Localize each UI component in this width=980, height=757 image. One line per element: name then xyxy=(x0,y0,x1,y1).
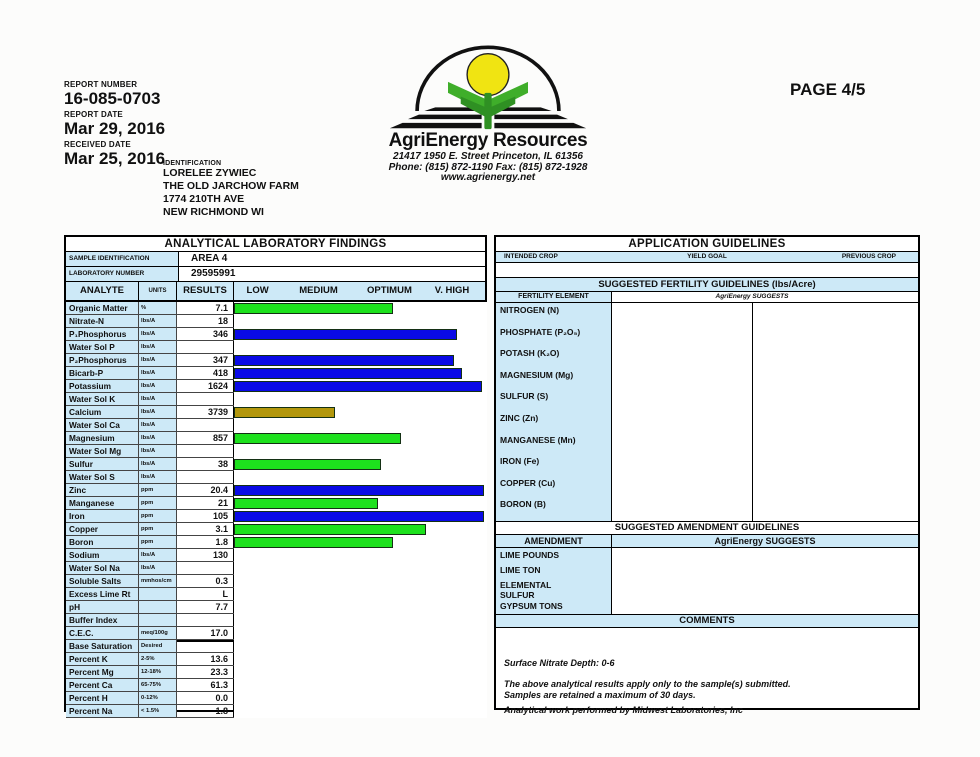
range-label-low: LOW xyxy=(246,285,269,296)
units-cell: lbs/A xyxy=(139,367,177,379)
result-bar-blue xyxy=(234,368,462,379)
result-bar-green xyxy=(234,537,393,548)
identification-lines xyxy=(163,167,299,219)
comment-line: Samples are retained a maximum of 30 days. xyxy=(504,690,696,700)
amendment-item: LIME TON xyxy=(500,565,541,575)
guidelines-title: APPLICATION GUIDELINES xyxy=(496,237,918,252)
sample-identification-label: SAMPLE IDENTIFICATION xyxy=(66,252,179,266)
received-date-label: RECEIVED DATE xyxy=(64,140,131,149)
range-label-vhigh: V. HIGH xyxy=(434,285,470,296)
result-cell: 347 xyxy=(177,354,234,366)
amendment-label: AMENDMENT xyxy=(496,535,612,547)
result-bar-blue xyxy=(234,511,484,522)
units-cell: % xyxy=(139,302,177,314)
finding-row xyxy=(66,484,234,497)
fertility-body xyxy=(496,303,918,522)
analyte-cell: Boron xyxy=(66,536,139,548)
range-header xyxy=(234,282,485,300)
finding-row xyxy=(66,562,234,575)
analyte-cell: C.E.C. xyxy=(66,627,139,639)
units-cell: meq/100g xyxy=(139,627,177,639)
units-cell xyxy=(139,601,177,613)
company-header xyxy=(368,40,608,184)
amendment-guidelines-title: SUGGESTED AMENDMENT GUIDELINES xyxy=(496,522,918,535)
fertility-element-item: ZINC (Zn) xyxy=(500,412,539,423)
fertility-element-label: FERTILITY ELEMENT xyxy=(496,292,612,302)
result-bar-blue xyxy=(234,381,482,392)
result-cell: 0.0 xyxy=(177,692,234,704)
company-website: www.agrienergy.net xyxy=(440,172,536,183)
analyte-cell: P₁Phosphorus xyxy=(66,328,139,340)
analyte-cell: Percent Ca xyxy=(66,679,139,691)
page-number: PAGE 4/5 xyxy=(790,80,866,99)
previous-crop-label: PREVIOUS CROP xyxy=(841,253,896,260)
crop-values-row xyxy=(496,263,918,278)
amendment-item: LIME POUNDS xyxy=(500,550,560,560)
result-cell: 1.8 xyxy=(177,536,234,548)
result-cell: 3.1 xyxy=(177,523,234,535)
analyte-cell: Water Sol P xyxy=(66,341,139,353)
result-cell: 13.6 xyxy=(177,653,234,665)
units-cell: lbs/A xyxy=(139,458,177,470)
findings-bar-chart xyxy=(234,302,487,718)
units-cell: ppm xyxy=(139,497,177,509)
analyte-cell: Copper xyxy=(66,523,139,535)
identification-line: THE OLD JARCHOW FARM xyxy=(163,180,299,192)
units-cell: lbs/A xyxy=(139,341,177,353)
application-guidelines-table xyxy=(494,235,920,715)
finding-row xyxy=(66,354,234,367)
units-cell: lbs/A xyxy=(139,380,177,392)
result-cell: 23.3 xyxy=(177,666,234,678)
result-cell: 1.8 xyxy=(177,705,234,717)
laboratory-number-row xyxy=(66,267,485,282)
finding-row xyxy=(66,432,234,445)
identification-line: LORELEE ZYWIEC xyxy=(163,167,257,179)
result-bar-green xyxy=(234,433,401,444)
report-meta-block xyxy=(64,80,165,170)
finding-row xyxy=(66,367,234,380)
analyte-cell: Bicarb-P xyxy=(66,367,139,379)
amendment-suggests-label: AgriEnergy SUGGESTS xyxy=(714,536,816,546)
report-date-label: REPORT DATE xyxy=(64,110,123,119)
fertility-element-item: BORON (B) xyxy=(500,499,546,510)
report-date-value: Mar 29, 2016 xyxy=(64,119,166,138)
result-cell: 17.0 xyxy=(177,627,234,639)
company-name: AgriEnergy Resources xyxy=(388,130,588,151)
units-cell: 0-12% xyxy=(139,692,177,704)
amendments-column xyxy=(496,548,612,614)
analyte-cell: Iron xyxy=(66,510,139,522)
finding-row xyxy=(66,666,234,679)
result-bar-gold xyxy=(234,407,335,418)
fertility-element-item: PHOSPHATE (P₂O₅) xyxy=(500,326,581,337)
fertility-column-divider xyxy=(752,303,753,521)
analyte-cell: Buffer Index xyxy=(66,614,139,626)
agrienergy-logo xyxy=(388,40,588,132)
fertility-element-item: POTASH (K₂O) xyxy=(500,348,560,359)
finding-row xyxy=(66,302,234,315)
analyte-cell: Percent K xyxy=(66,653,139,665)
result-cell: 346 xyxy=(177,328,234,340)
company-phone-fax: Phone: (815) 872-1190 Fax: (815) 872-1928 xyxy=(388,161,588,173)
analyte-cell: Water Sol Mg xyxy=(66,445,139,457)
laboratory-number-label: LABORATORY NUMBER xyxy=(66,267,179,281)
finding-row xyxy=(66,679,234,692)
column-header-analyte: ANALYTE xyxy=(66,282,139,300)
analyte-cell: Organic Matter xyxy=(66,302,139,314)
finding-row xyxy=(66,614,234,627)
findings-header-row xyxy=(66,282,485,302)
finding-row xyxy=(66,523,234,536)
result-bar-green xyxy=(234,303,393,314)
yield-goal-label: YIELD GOAL xyxy=(687,253,727,260)
comment-line: The above analytical results apply only to the sample(s) submitted. xyxy=(504,679,791,689)
amendment-item: GYPSUM TONS xyxy=(500,601,563,611)
findings-body xyxy=(66,302,485,718)
finding-row xyxy=(66,510,234,523)
comments-title: COMMENTS xyxy=(496,615,918,628)
analytical-findings-table xyxy=(64,235,487,716)
fertility-guidelines-title: SUGGESTED FERTILITY GUIDELINES (lbs/Acre) xyxy=(496,278,918,292)
fertility-elements-column xyxy=(496,303,612,521)
fertility-suggests-label: AgriEnergy SUGGESTS xyxy=(715,293,789,300)
finding-row xyxy=(66,575,234,588)
analyte-cell: Calcium xyxy=(66,406,139,418)
finding-row xyxy=(66,705,234,718)
finding-row xyxy=(66,640,234,653)
finding-row xyxy=(66,497,234,510)
analyte-cell: P₂Phosphorus xyxy=(66,354,139,366)
result-cell xyxy=(177,341,234,353)
amendment-header-row xyxy=(496,535,918,548)
finding-row xyxy=(66,627,234,640)
analyte-cell: Soluble Salts xyxy=(66,575,139,587)
identification-label: IDENTIFICATION xyxy=(163,160,222,167)
finding-row xyxy=(66,328,234,341)
result-bar-blue xyxy=(234,329,457,340)
analyte-cell: Potassium xyxy=(66,380,139,392)
finding-row xyxy=(66,341,234,354)
fertility-element-item: SULFUR (S) xyxy=(500,391,549,402)
units-cell: ppm xyxy=(139,523,177,535)
identification-line: 1774 210TH AVE xyxy=(163,193,245,205)
result-cell: 61.3 xyxy=(177,679,234,691)
result-bar-green xyxy=(234,524,426,535)
result-cell xyxy=(177,562,234,574)
fertility-element-item: MAGNESIUM (Mg) xyxy=(500,369,574,380)
units-cell: ppm xyxy=(139,510,177,522)
result-cell: 1624 xyxy=(177,380,234,392)
finding-row xyxy=(66,458,234,471)
finding-row xyxy=(66,380,234,393)
finding-row xyxy=(66,536,234,549)
units-cell: lbs/A xyxy=(139,315,177,327)
result-bar-blue xyxy=(234,355,454,366)
amendment-item: ELEMENTAL SULFUR xyxy=(500,580,552,600)
finding-row xyxy=(66,419,234,432)
analyte-cell: Sodium xyxy=(66,549,139,561)
units-cell: lbs/A xyxy=(139,549,177,561)
fertility-header-row xyxy=(496,292,918,303)
units-cell: 2-5% xyxy=(139,653,177,665)
analyte-cell: Base Saturation xyxy=(66,640,139,652)
fertility-element-item: IRON (Fe) xyxy=(500,456,540,467)
units-cell: lbs/A xyxy=(139,562,177,574)
sample-identification-row xyxy=(66,252,485,267)
result-cell: 857 xyxy=(177,432,234,444)
fertility-element-item: MANGANESE (Mn) xyxy=(500,434,576,445)
units-cell: 12-18% xyxy=(139,666,177,678)
units-cell xyxy=(139,614,177,626)
analyte-cell: Water Sol Na xyxy=(66,562,139,574)
result-cell xyxy=(177,614,234,626)
finding-row xyxy=(66,653,234,666)
result-cell: 7.1 xyxy=(177,302,234,314)
fertility-element-item: NITROGEN (N) xyxy=(500,305,560,315)
units-cell: lbs/A xyxy=(139,432,177,444)
finding-row xyxy=(66,445,234,458)
analyte-cell: Zinc xyxy=(66,484,139,496)
analyte-cell: Manganese xyxy=(66,497,139,509)
laboratory-number-value: 29595991 xyxy=(191,268,236,279)
result-cell: 418 xyxy=(177,367,234,379)
units-cell: 65-75% xyxy=(139,679,177,691)
result-cell xyxy=(177,393,234,405)
finding-row xyxy=(66,588,234,601)
finding-row xyxy=(66,393,234,406)
analyte-cell: Water Sol Ca xyxy=(66,419,139,431)
units-cell: lbs/A xyxy=(139,445,177,457)
report-number-value: 16-085-0703 xyxy=(64,89,161,108)
units-cell: lbs/A xyxy=(139,328,177,340)
range-label-medium: MEDIUM xyxy=(299,285,338,296)
analyte-cell: Excess Lime Rt xyxy=(66,588,139,600)
analyte-cell: Nitrate-N xyxy=(66,315,139,327)
units-cell: lbs/A xyxy=(139,419,177,431)
result-cell xyxy=(177,419,234,431)
result-cell xyxy=(177,640,234,652)
units-cell: Desired xyxy=(139,640,177,652)
analyte-cell: pH xyxy=(66,601,139,613)
column-header-units: UNITS xyxy=(139,282,177,300)
result-cell: L xyxy=(177,588,234,600)
report-number-label: REPORT NUMBER xyxy=(64,80,138,89)
result-bar-green xyxy=(234,498,378,509)
units-cell: lbs/A xyxy=(139,393,177,405)
result-cell: 21 xyxy=(177,497,234,509)
company-address: 21417 1950 E. Street Princeton, IL 61356 xyxy=(393,151,583,162)
analyte-cell: Water Sol K xyxy=(66,393,139,405)
units-cell: mmhos/cm xyxy=(139,575,177,587)
finding-row xyxy=(66,471,234,484)
intended-crop-label: INTENDED CROP xyxy=(504,253,558,260)
units-cell xyxy=(139,588,177,600)
findings-title: ANALYTICAL LABORATORY FINDINGS xyxy=(66,237,485,252)
comment-line: Surface Nitrate Depth: 0-6 xyxy=(504,658,615,668)
identification-line: NEW RICHMOND WI xyxy=(163,206,264,218)
finding-row xyxy=(66,406,234,419)
finding-row xyxy=(66,549,234,562)
result-cell xyxy=(177,471,234,483)
column-header-results: RESULTS xyxy=(177,282,234,300)
finding-row xyxy=(66,692,234,705)
result-cell: 20.4 xyxy=(177,484,234,496)
analyte-cell: Water Sol S xyxy=(66,471,139,483)
units-cell: lbs/A xyxy=(139,471,177,483)
result-bar-blue xyxy=(234,485,484,496)
units-cell: lbs/A xyxy=(139,406,177,418)
units-cell: lbs/A xyxy=(139,354,177,366)
finding-row xyxy=(66,601,234,614)
result-cell: 105 xyxy=(177,510,234,522)
sample-identification-value: AREA 4 xyxy=(191,253,228,264)
range-label-optimum: OPTIMUM xyxy=(367,285,412,296)
result-cell xyxy=(177,445,234,457)
received-date-value: Mar 25, 2016 xyxy=(64,149,166,168)
finding-row xyxy=(66,315,234,328)
fertility-element-item: COPPER (Cu) xyxy=(500,477,556,488)
identification-block xyxy=(163,160,299,219)
analyte-cell: Percent Na xyxy=(66,705,139,717)
result-cell: 0.3 xyxy=(177,575,234,587)
result-bar-green xyxy=(234,459,381,470)
result-cell: 3739 xyxy=(177,406,234,418)
analyte-cell: Percent H xyxy=(66,692,139,704)
result-cell: 130 xyxy=(177,549,234,561)
analyte-cell: Sulfur xyxy=(66,458,139,470)
logo-sun xyxy=(467,54,509,96)
crop-header-row xyxy=(496,252,918,263)
comment-line: Analytical work performed by Midwest Laboratories, Inc xyxy=(504,705,744,715)
comments-body xyxy=(496,628,918,716)
analyte-cell: Magnesium xyxy=(66,432,139,444)
units-cell: < 1.5% xyxy=(139,705,177,717)
amendment-body xyxy=(496,548,918,615)
units-cell: ppm xyxy=(139,536,177,548)
result-cell: 18 xyxy=(177,315,234,327)
analyte-cell: Percent Mg xyxy=(66,666,139,678)
units-cell: ppm xyxy=(139,484,177,496)
result-cell: 7.7 xyxy=(177,601,234,613)
result-cell: 38 xyxy=(177,458,234,470)
